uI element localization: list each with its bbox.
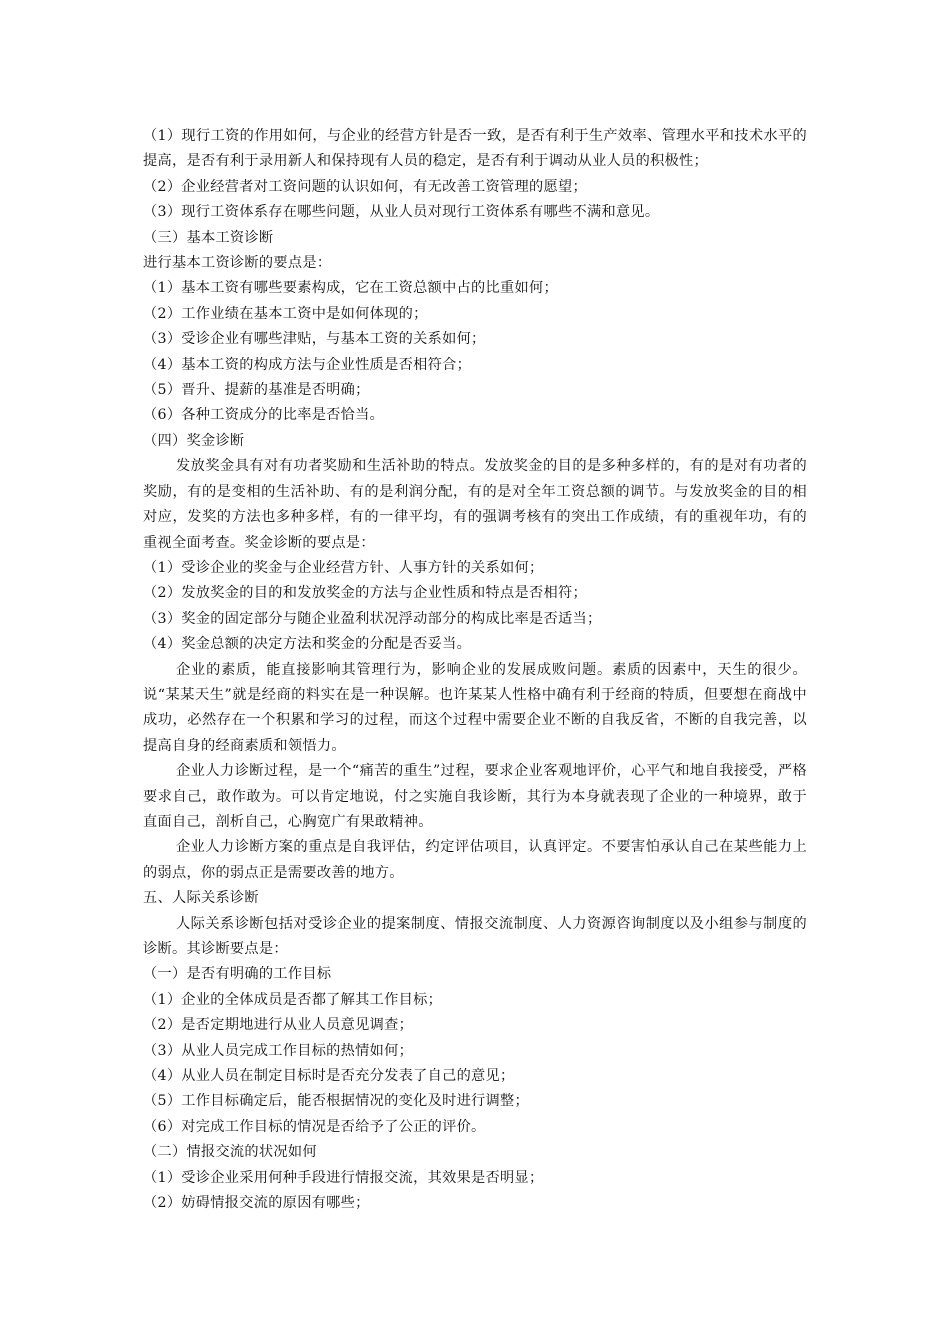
list-item-goal-4: （4）从业人员在制定目标时是否充分发表了自己的意见； — [143, 1068, 515, 1085]
list-item-bonus-3: （3）奖金的固定部分与随企业盈利状况浮动部分的构成比率是否适当； — [143, 610, 602, 627]
list-item-goal-5: （5）工作目标确定后，能否根据情况的变化及时进行调整； — [143, 1093, 530, 1110]
paragraph-wage-role: （1）现行工资的作用如何，与企业的经营方针是否一致，是否有利于生产效率、管理水平和技术水平的提高，是否有利于录用新人和保持现有人员的稳定，是否有利于调动从业人员的积极性； — [143, 128, 807, 170]
list-item-wage-problems: （3）现行工资体系存在哪些问题，从业人员对现行工资体系有哪些不满和意见。 — [143, 204, 660, 221]
list-item-bonus-4: （4）奖金总额的决定方法和奖金的分配是否妥当。 — [143, 636, 472, 653]
list-item-basic-3: （3）受诊企业有哪些津贴，与基本工资的关系如何； — [143, 331, 486, 348]
section-heading-goal: （一）是否有明确的工作目标 — [143, 966, 332, 983]
list-item-goal-3: （3）从业人员完成工作目标的热情如何； — [143, 1042, 414, 1059]
paragraph-process: 企业人力诊断过程，是一个“痛苦的重生”过程，要求企业客观地评价，心平气和地自我接受，严格要求自己，敢作敢为。可以肯定地说，付之实施自我诊断，其行为本身就表现了企业的一种境界，敢于直面自己，剖析自己，心胸宽广有果敢精神。 — [143, 763, 807, 830]
section-heading-bonus: （四）奖金诊断 — [143, 432, 245, 449]
list-item-basic-2: （2）工作业绩在基本工资中是如何体现的； — [143, 305, 428, 322]
list-item-info-1: （1）受诊企业采用何种手段进行情报交流，其效果是否明显； — [143, 1169, 544, 1186]
list-item-goal-6: （6）对完成工作目标的情况是否给予了公正的评价。 — [143, 1118, 486, 1135]
paragraph-plan: 企业人力诊断方案的重点是自我评估，约定评估项目，认真评定。不要害怕承认自己在某些能力上的弱点，你的弱点正是需要改善的地方。 — [143, 839, 807, 881]
paragraph-relations: 人际关系诊断包括对受诊企业的提案制度、情报交流制度、人力资源咨询制度以及小组参与制度的诊断。其诊断要点是： — [143, 915, 807, 957]
section-heading-info: （二）情报交流的状况如何 — [143, 1144, 317, 1161]
paragraph-quality: 企业的素质，能直接影响其管理行为，影响企业的发展成败问题。素质的因素中，天生的很少。说“某某天生”就是经商的料实在是一种误解。也许某某人性格中确有利于经商的特质，但要想在商战中成功，必然存在一个积累和学习的过程，而这个过程中需要企业不断的自我反省，不断的自我完善，以提高自身的经商素质和领悟力。 — [143, 661, 807, 754]
list-item-goal-2: （2）是否定期地进行从业人员意见调查； — [143, 1017, 414, 1034]
list-item-bonus-2: （2）发放奖金的目的和发放奖金的方法与企业性质和特点是否相符； — [143, 585, 587, 602]
list-item-basic-1: （1）基本工资有哪些要素构成，它在工资总额中占的比重如何； — [143, 280, 558, 297]
list-item-basic-5: （5）晋升、提薪的基准是否明确； — [143, 382, 370, 399]
section-heading-basic-wage: （三）基本工资诊断 — [143, 229, 274, 246]
list-item-goal-1: （1）企业的全体成员是否都了解其工作目标； — [143, 991, 443, 1008]
list-item-bonus-1: （1）受诊企业的奖金与企业经营方针、人事方针的关系如何； — [143, 559, 544, 576]
document-page — [143, 124, 807, 1216]
list-item-info-2: （2）妨碍情报交流的原因有哪些； — [143, 1195, 370, 1212]
section-heading-relations: 五、人际关系诊断 — [143, 890, 259, 907]
list-item-basic-6: （6）各种工资成分的比率是否恰当。 — [143, 407, 385, 424]
list-item-wage-manager: （2）企业经营者对工资问题的认识如何，有无改善工资管理的愿望； — [143, 178, 587, 195]
paragraph-bonus: 发放奖金具有对有功者奖励和生活补助的特点。发放奖金的目的是多种多样的，有的是对有功者的奖励，有的是变相的生活补助、有的是利润分配，有的是对全年工资总额的调节。与发放奖金的目的相对应，发奖的方法也多种多样，有的一律平均，有的强调考核有的突出工作成绩，有的重视年功，有的重视全面考查。奖金诊断的要点是： — [143, 458, 807, 551]
basic-wage-intro: 进行基本工资诊断的要点是： — [143, 255, 332, 272]
list-item-basic-4: （4）基本工资的构成方法与企业性质是否相符合； — [143, 356, 472, 373]
